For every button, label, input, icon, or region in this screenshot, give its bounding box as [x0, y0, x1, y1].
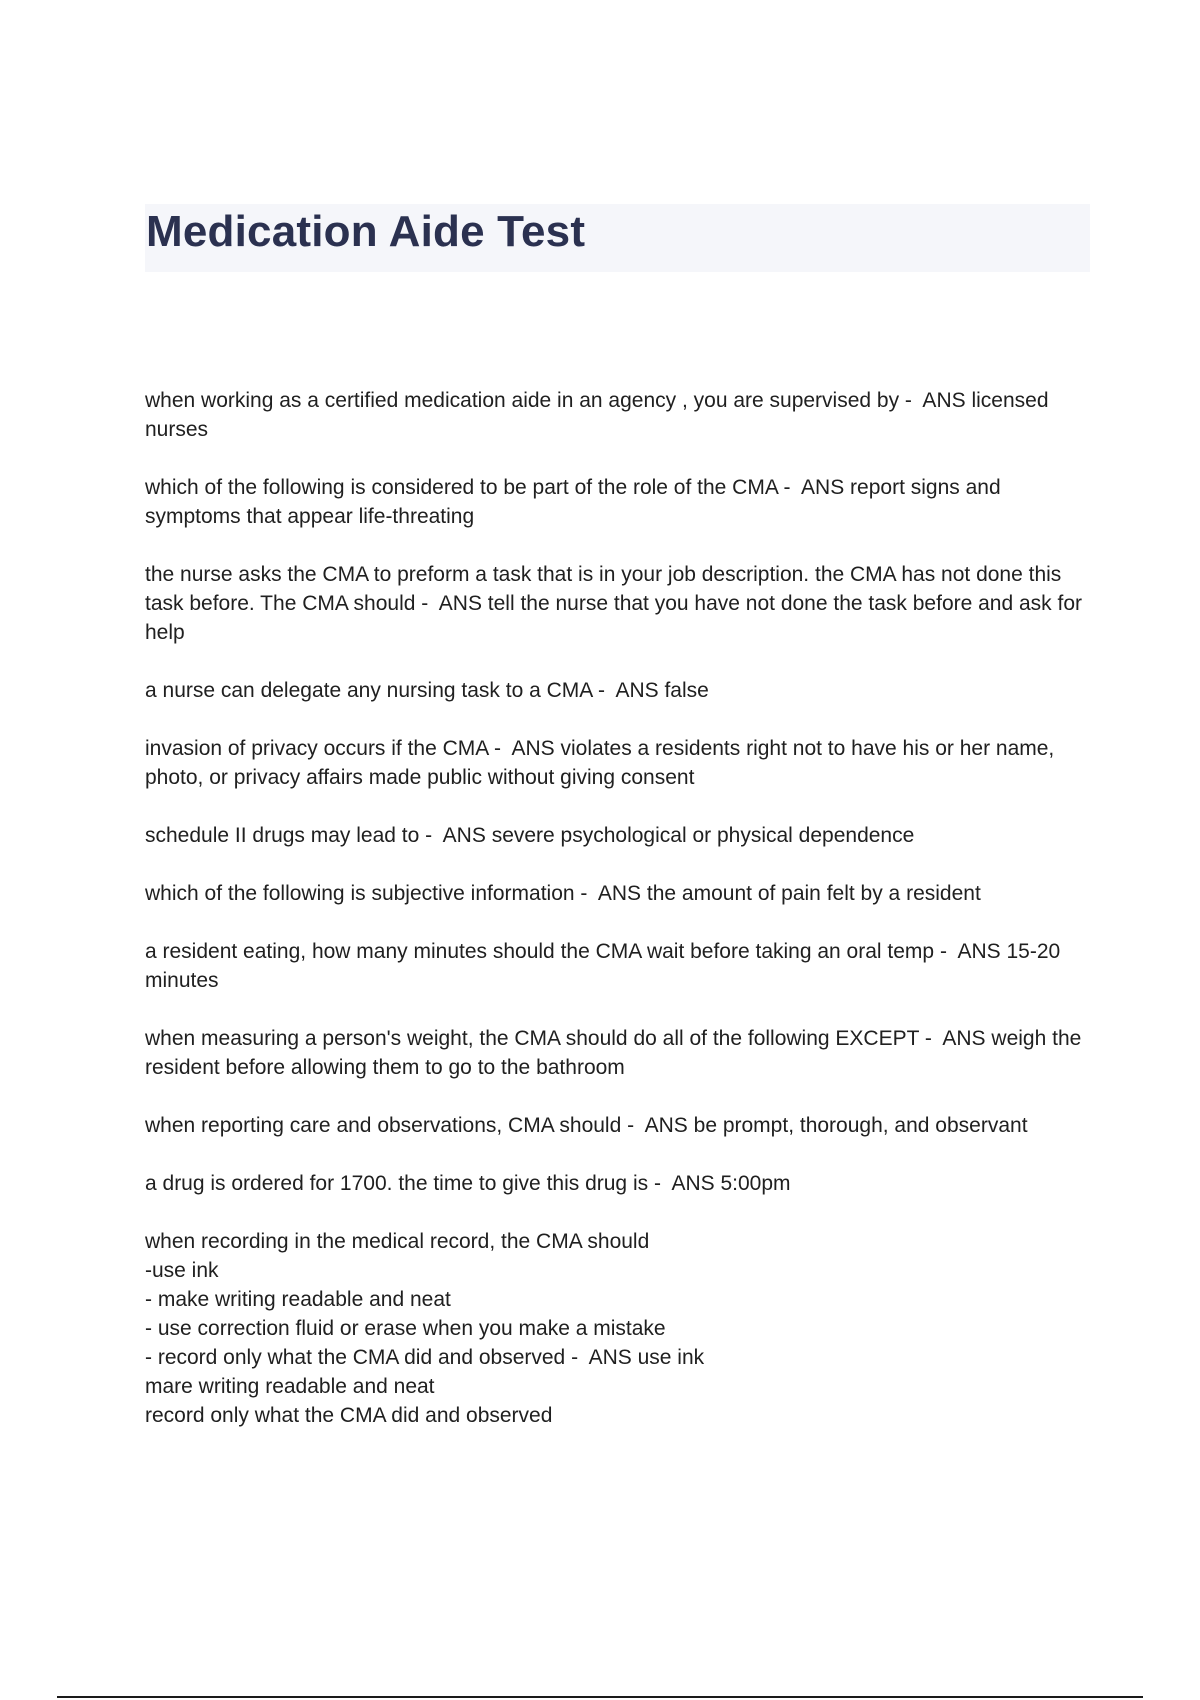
answer-separator: - ANS: [565, 1346, 638, 1369]
qa-item: [145, 821, 1090, 850]
answer-text: 5:00pm: [720, 1172, 791, 1195]
question-text: a drug is ordered for 1700. the time to give this drug is: [145, 1172, 649, 1195]
question-text: a nurse can delegate any nursing task to a CMA: [145, 679, 593, 702]
answer-separator: - ANS: [899, 389, 972, 412]
answer-text: the amount of pain felt by a resident: [646, 882, 981, 905]
qa-item: [145, 1024, 1090, 1082]
answer-separator: - ANS: [621, 1114, 694, 1137]
question-text: when recording in the medical record, the CMA should -use ink - make writing readable and neat - use correction fluid or erase when you make a mistake - record only what the CMA did and observed: [145, 1230, 666, 1369]
qa-item: [145, 560, 1090, 647]
question-text: a resident eating, how many minutes should the CMA wait before taking an oral temp: [145, 940, 935, 963]
qa-item: [145, 734, 1090, 792]
question-text: schedule II drugs may lead to: [145, 824, 420, 847]
answer-separator: - ANS: [777, 476, 851, 499]
qa-item: [145, 386, 1090, 444]
answer-separator: - ANS: [488, 737, 561, 760]
qa-item: [145, 1227, 1090, 1430]
question-text: when reporting care and observations, CMA should: [145, 1114, 622, 1137]
answer-text: be prompt, thorough, and observant: [693, 1114, 1028, 1137]
footer-rule: [57, 1696, 1143, 1698]
qa-item: [145, 879, 1090, 908]
answer-text: tell the nurse that you have not done the task before and ask for help: [145, 592, 1088, 644]
page-title: Medication Aide Test: [146, 207, 586, 256]
qa-item: [145, 1169, 1090, 1198]
answer-separator: - ANS: [919, 1027, 992, 1050]
answer-text: 15-20 minutes: [145, 940, 1067, 992]
question-text: the nurse asks the CMA to preform a task that is in your job description. the CMA has not done this task before. The CMA should: [145, 563, 1068, 615]
answer-text: licensed nurses: [145, 389, 1055, 441]
question-list: [145, 386, 1090, 1459]
answer-separator: - ANS: [648, 1172, 721, 1195]
answer-text: violates a residents right not to have his or her name, photo, or privacy affairs made public without giving consent: [145, 737, 1061, 789]
qa-item: [145, 473, 1090, 531]
answer-separator: - ANS: [419, 824, 492, 847]
answer-separator: - ANS: [415, 592, 488, 615]
answer-text: severe psychological or physical dependence: [491, 824, 915, 847]
qa-item: [145, 937, 1090, 995]
answer-text: weigh the resident before allowing them to go to the bathroom: [145, 1027, 1088, 1079]
answer-separator: - ANS: [592, 679, 665, 702]
question-text: which of the following is considered to be part of the role of the CMA: [145, 476, 778, 499]
answer-text: use ink mare writing readable and neat record only what the CMA did and observed: [145, 1346, 705, 1427]
answer-separator: - ANS: [934, 940, 1007, 963]
answer-text: report signs and symptoms that appear life-threating: [145, 476, 1007, 528]
answer-separator: - ANS: [574, 882, 647, 905]
question-text: when working as a certified medication aide in an agency , you are supervised by: [145, 389, 900, 412]
qa-item: [145, 676, 1090, 705]
question-text: invasion of privacy occurs if the CMA: [145, 737, 489, 760]
qa-item: [145, 1111, 1090, 1140]
answer-text: false: [664, 679, 709, 702]
question-text: which of the following is subjective information: [145, 882, 575, 905]
question-text: when measuring a person's weight, the CMA should do all of the following EXCEPT: [145, 1027, 920, 1050]
